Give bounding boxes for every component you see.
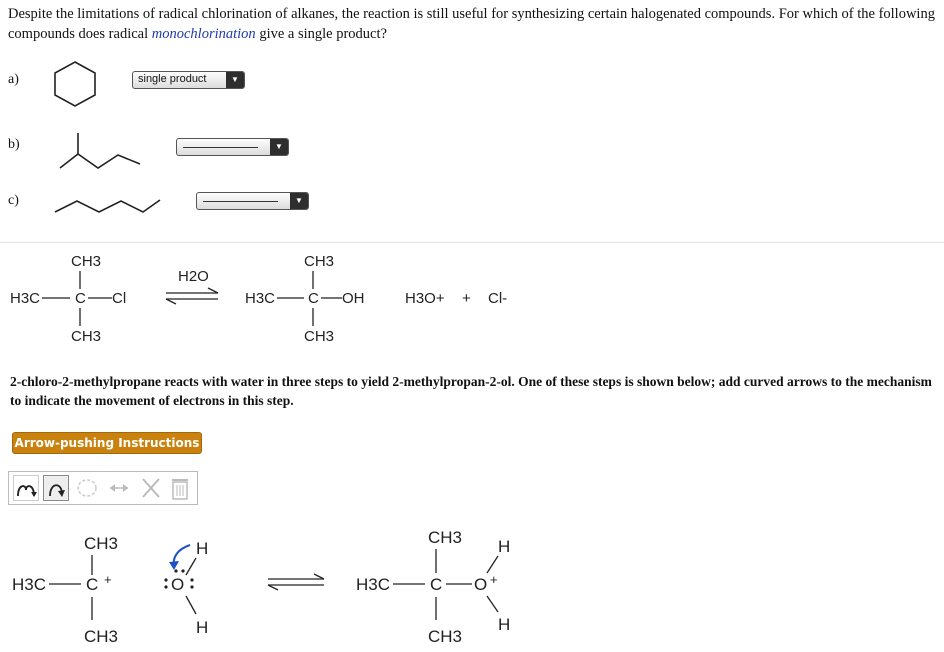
svg-text:H3O+: H3O+ bbox=[405, 290, 445, 307]
svg-text:H3C: H3C bbox=[245, 290, 276, 307]
option-a-letter: a) bbox=[8, 72, 19, 87]
svg-text:H: H bbox=[498, 537, 511, 556]
option-c-letter: c) bbox=[8, 193, 19, 208]
lasso-select-icon[interactable] bbox=[73, 475, 101, 501]
svg-text:C: C bbox=[308, 290, 319, 307]
svg-text:H: H bbox=[196, 539, 209, 558]
dropdown-arrow-icon: ▼ bbox=[270, 139, 288, 155]
svg-text:CH3: CH3 bbox=[304, 253, 335, 270]
branched-alkane-icon bbox=[60, 154, 140, 168]
reaction1-byproducts bbox=[405, 290, 507, 307]
mechanism-product bbox=[356, 528, 510, 646]
svg-text:CH3: CH3 bbox=[71, 253, 102, 270]
mechanism-instructions-text: 2-chloro-2-methylpropane reacts with water in three steps to yield 2-methylpropan-2-ol. One of these steps is shown below; add curved arrows to the mechanism to indicate the movement of electrons in this step. bbox=[10, 374, 932, 408]
svg-text:CH3: CH3 bbox=[304, 328, 335, 345]
cyclohexane-icon bbox=[55, 62, 95, 106]
svg-text:H: H bbox=[498, 615, 511, 634]
swap-arrows-icon[interactable] bbox=[105, 475, 133, 501]
svg-text:CH3: CH3 bbox=[71, 328, 102, 345]
mechanism-carbocation bbox=[12, 534, 118, 646]
single-curved-arrow-icon[interactable] bbox=[43, 475, 69, 501]
svg-text:Cl: Cl bbox=[112, 290, 127, 307]
svg-text:H2O: H2O bbox=[178, 268, 209, 285]
svg-text:+: + bbox=[104, 572, 112, 587]
arrow-toolbar bbox=[8, 471, 198, 505]
svg-text:O: O bbox=[171, 575, 185, 594]
svg-text:CH3: CH3 bbox=[428, 528, 463, 547]
svg-text:C: C bbox=[86, 575, 99, 594]
dropdown-arrow-icon: ▼ bbox=[226, 72, 244, 88]
dropdown-arrow-icon: ▼ bbox=[290, 193, 308, 209]
svg-text:OH: OH bbox=[342, 290, 365, 307]
svg-text:C: C bbox=[430, 575, 443, 594]
svg-text:H: H bbox=[196, 618, 209, 637]
svg-text:C: C bbox=[75, 290, 86, 307]
arrow-pushing-instructions-button[interactable]: Arrow-pushing Instructions bbox=[12, 432, 202, 454]
svg-text:CH3: CH3 bbox=[84, 627, 119, 646]
svg-text:H3C: H3C bbox=[10, 290, 41, 307]
mechanism-water bbox=[164, 539, 208, 637]
svg-text:CH3: CH3 bbox=[428, 627, 463, 646]
section-divider bbox=[0, 242, 944, 243]
mechanism-equilibrium-arrow bbox=[268, 574, 324, 590]
question-text: Despite the limitations of radical chlorination of alkanes, the reaction is still useful for synthesizing certain halogenated compounds. For which of the following compounds does radical monochlorination give a single product? bbox=[8, 6, 935, 42]
option-a-dropdown-value: single product bbox=[138, 73, 207, 85]
reaction1-equilibrium-arrow bbox=[166, 268, 218, 304]
svg-text:+: + bbox=[462, 290, 471, 307]
option-b-letter: b) bbox=[8, 137, 20, 152]
svg-text:Cl-: Cl- bbox=[488, 290, 508, 307]
reaction1-reactant bbox=[10, 253, 126, 345]
reaction1-product bbox=[245, 253, 365, 345]
trash-icon[interactable] bbox=[167, 475, 193, 501]
svg-text:CH3: CH3 bbox=[84, 534, 119, 553]
svg-text:O: O bbox=[474, 575, 488, 594]
svg-text:+: + bbox=[490, 572, 498, 587]
svg-text:H3C: H3C bbox=[356, 575, 391, 594]
question-emphasis: monochlorination bbox=[151, 26, 256, 42]
pentane-icon bbox=[55, 200, 160, 212]
delete-x-icon[interactable] bbox=[137, 475, 165, 501]
svg-text:H3C: H3C bbox=[12, 575, 47, 594]
double-curved-arrow-icon[interactable] bbox=[13, 475, 39, 501]
